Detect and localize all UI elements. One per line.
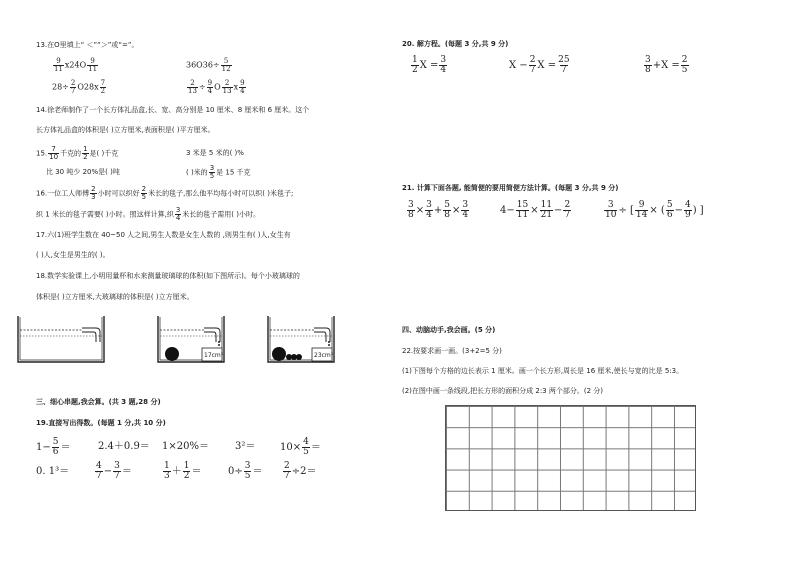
- q19-item-4: 3²＝: [235, 441, 256, 452]
- q19-title: 19.直接写出得数。(每题 1 分,共 10 分): [36, 419, 166, 427]
- q17-line-1: 17.六(1)班学生数在 40~50 人之间,男生人数是女生人数的 ,则男生有( )人,女生有: [36, 231, 291, 239]
- q13-instruction: 13.在O里填上“ ＜”“＞”或“=”。: [36, 41, 139, 49]
- q16-line-1: 16.一位工人师傅 $\frac{2}{3}$ 小时可以织好 $\frac{2}{5}$ 米长的毯子,那么他平均每小时可以织( )米毯子;: [36, 185, 294, 201]
- q15-part-a: 15. $\frac{7}{10}$ 千克的 $\frac{1}{2}$ 是( )千克: [36, 145, 119, 161]
- q19-item-8: $\frac{1}{3}$ ＋ $\frac{1}{2}$ ＝: [164, 461, 202, 481]
- q19-item-7: $\frac{4}{7}$ − $\frac{3}{7}$ ＝: [96, 461, 132, 481]
- q20-title: 20. 解方程。(每题 3 分,共 9 分): [402, 40, 509, 48]
- q19-item-2: 2.4＋0.9＝: [98, 441, 150, 452]
- q15-part-b: 3 米是 5 米的( )%: [186, 149, 244, 157]
- q19-item-10: $\frac{2}{7}$ ÷2＝: [284, 461, 317, 481]
- q22-title: 22.按要求画一画。(3+2=5 分): [402, 347, 502, 355]
- q13-expr-4: $\frac{2}{13}$ ÷ $\frac{9}{4}$ O $\frac{2}{13}$ x $\frac{9}{4}$: [188, 79, 245, 95]
- q19-item-1: 1− $\frac{5}{6}$ ＝: [36, 437, 71, 457]
- q18-line-2: 体积是( )立方厘米,大玻璃球的体积是( )立方厘米。: [36, 293, 194, 301]
- beaker-empty: [18, 312, 128, 370]
- beaker-small-ball: [158, 312, 238, 370]
- q19-item-3: 1×20%＝: [162, 441, 209, 452]
- q21-expr-3: $\frac{3}{10}$ ÷ [ $\frac{9}{14}$ × ( $\frac{5}{6}$ − $\frac{4}{9}$ ) ]: [605, 200, 704, 220]
- beaker-balls: [268, 312, 348, 370]
- q13-expr-1: $\frac{9}{11}$ x24O $\frac{9}{11}$: [54, 57, 98, 73]
- q21-expr-2: 4− $\frac{15}{11}$ × $\frac{11}{21}$ − $\frac{2}{7}$: [500, 200, 571, 220]
- q16-line-2: 织 1 米长的毯子需要( )小时。照这样计算,织 $\frac{3}{4}$ 米长的毯子需用( )小时。: [36, 206, 260, 222]
- q14-line-2: 长方体礼品盒的体积是( )立方厘米,表面积是( )平方厘米。: [36, 126, 215, 134]
- q17-line-2: ( )人,女生是男生的( )。: [36, 251, 110, 259]
- drawing-grid[interactable]: [445, 405, 696, 511]
- q19-item-6: 0. 1³＝: [36, 466, 70, 477]
- q19-item-9: 0÷ $\frac{3}{5}$ ＝: [228, 461, 263, 481]
- q22-part-1: (1)下图每个方格的边长表示 1 厘米。画一个长方形,周长是 16 厘米,使长与宽的比是 5:3。: [402, 367, 684, 375]
- q22-part-2: (2)在图中画一条线段,把长方形的面积分成 2:3 两个部分。(2 分): [402, 387, 603, 395]
- large-ball: [165, 347, 179, 361]
- beaker-label-2: 23cm³: [314, 352, 334, 359]
- q21-title: 21. 计算下面各题, 能简便的要用简便方法计算。(每题 3 分,共 9 分): [402, 184, 619, 192]
- q13-expr-3: 28÷ $\frac{2}{7}$ O28x $\frac{7}{2}$: [52, 79, 106, 95]
- beaker-label-1: 17cm³: [204, 352, 224, 359]
- q19-item-5: 10× $\frac{4}{5}$ ＝: [280, 437, 321, 457]
- q20-equation-1: $\frac{1}{2}$ X = $\frac{3}{4}$: [412, 55, 447, 75]
- q20-equation-3: $\frac{3}{8}$ +X = $\frac{2}{5}$: [645, 55, 688, 75]
- q21-expr-1: $\frac{3}{8}$ × $\frac{3}{4}$ + $\frac{5}{8}$ × $\frac{3}{4}$: [408, 200, 469, 220]
- q13-expr-2: 36O36÷ $\frac{5}{12}$: [186, 57, 231, 73]
- section-3-title: 三、细心串题,我会算。(共 3 题,28 分): [36, 398, 161, 406]
- section-4-title: 四、动脑动手,我会画。(5 分): [402, 326, 496, 334]
- q15-part-c: 比 30 吨少 20%是( )吨: [46, 168, 120, 176]
- q18-line-1: 18.数学实验课上,小明用量杯和水来测量玻璃球的体积(如下图所示)。每个小玻璃球的: [36, 272, 300, 280]
- q20-equation-2: X − $\frac{2}{7}$ X = $\frac{25}{7}$: [509, 55, 570, 75]
- q15-part-d: ( )米的 $\frac{3}{5}$ 是 15 千克: [186, 164, 251, 180]
- q14-line-1: 14.徐老师制作了一个长方体礼品盒,长、宽、高分别是 10 厘米、8 厘米和 6 厘米。这个: [36, 106, 310, 114]
